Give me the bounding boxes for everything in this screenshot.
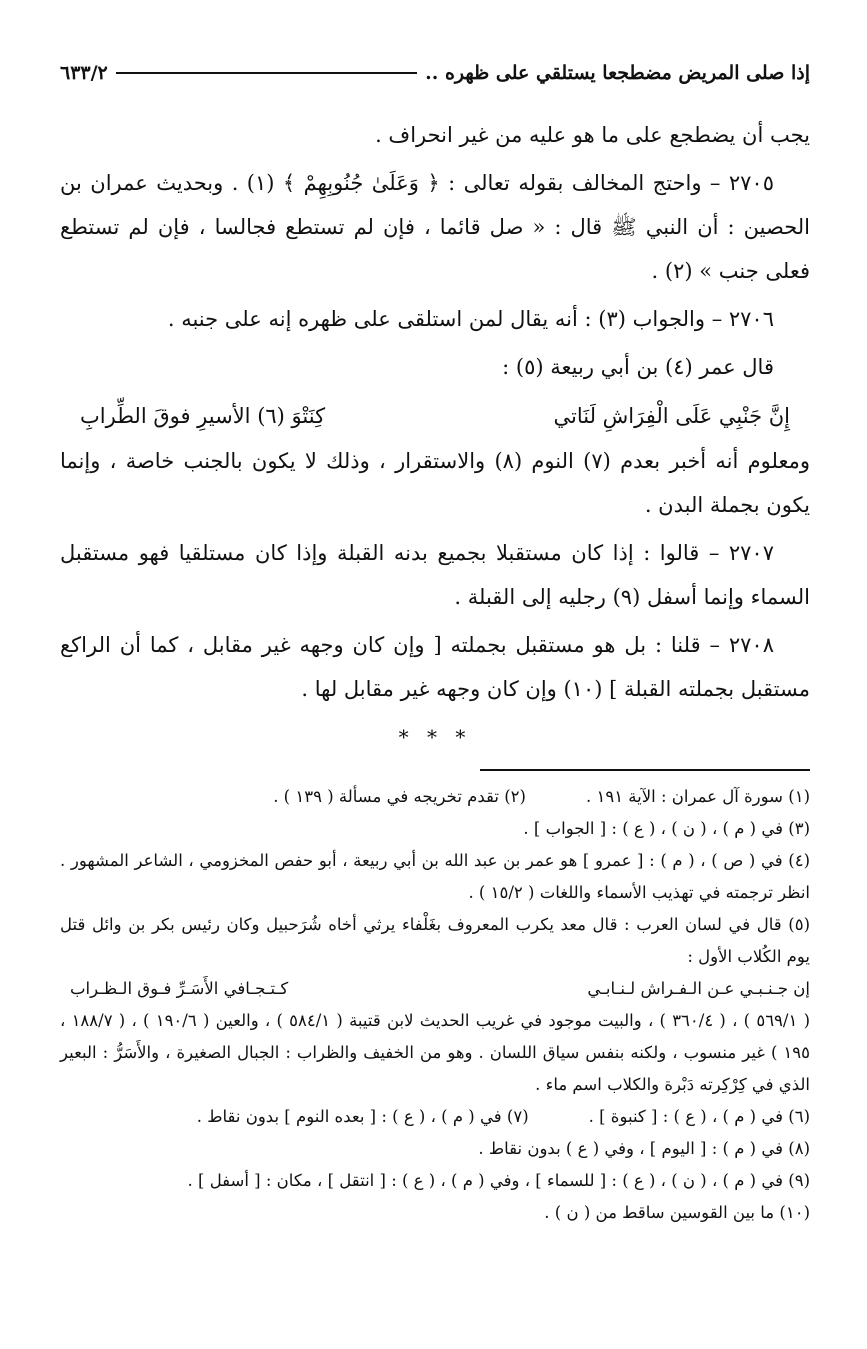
verse-first-hemistich: إِنَّ جَنْبِي عَلَى الْفِرَاشِ لَنَاتي (553, 404, 790, 428)
paragraph-2706: ٢٧٠٦ – والجواب (٣) : أنه يقال لمن استلقى على ظهره إنه على جنبه . (167, 307, 774, 331)
footnote-4: (٤) في ( ص ) ، ( م ) : [ عمرو ] هو عمر بن عبد الله بن أبي ربيعة ، أبو حفص المخزومي ، الشاعر المشهور . انظر ترجمته في تهذيب الأسماء واللغات ( ١٥/٢ ) . (60, 851, 810, 902)
footnote-7: (٧) في ( م ) ، ( ع ) : [ بعده النوم ] بدون نقاط . (196, 1107, 529, 1126)
footnote-1: (١) سورة آل عمران : الآية ١٩١ . (585, 787, 810, 806)
running-header (60, 55, 810, 91)
footnote-3: (٣) في ( م ) ، ( ن ) ، ( ع ) : [ الجواب ] . (523, 819, 810, 838)
footnote-5: (٥) قال في لسان العرب : قال معد يكرب المعروف بغَلْفاء يرثي أخاه شُرَحبيل وكان رئيس بكر بن وائل قتل يوم الكُلاب الأول : (60, 915, 810, 966)
header-title: إذا صلى المريض مضطجعا يستلقي على ظهره .. (425, 62, 810, 84)
footnotes (60, 781, 810, 1229)
footnote-6: (٦) في ( م ) ، ( ع ) : [ كنبوة ] . (588, 1107, 810, 1126)
page-number: ٦٣٣/٢ (60, 62, 108, 84)
header-rule (116, 72, 417, 74)
footnote-row (60, 781, 810, 813)
footnote-9: (٩) في ( م ) ، ( ن ) ، ( ع ) : [ للسماء ] ، وفي ( م ) ، ( ع ) : [ انتقل ] ، مكان : [ أسفل ] . (187, 1171, 810, 1190)
paragraph-2707: ٢٧٠٧ – قالوا : إذا كان مستقبلا بجميع بدنه القبلة وإذا كان مستلقيا فهو مستقبل السماء وإنما أسفل (٩) رجليه إلى القبلة . (60, 541, 810, 609)
poem-verse (60, 393, 810, 439)
paragraph: ومعلوم أنه أخبر بعدم (٧) النوم (٨) والاستقرار ، وذلك لا يكون بالجنب خاصة ، وإنما يكون بجملة البدن . (60, 449, 810, 517)
footnote-8: (٨) في ( م ) : [ اليوم ] ، وفي ( ع ) بدون نقاط . (478, 1139, 810, 1158)
paragraph-poet-intro: قال عمر (٤) بن أبي ربيعة (٥) : (502, 355, 774, 379)
paragraph: يجب أن يضطجع على ما هو عليه من غير انحراف . (375, 123, 810, 147)
footnote-2: (٢) تقدم تخريجه في مسألة ( ١٣٩ ) . (273, 787, 526, 806)
footnote-verse-first: إن جـنـبـي عـن الـفـراش لـنـابـي (587, 979, 810, 998)
main-text (60, 113, 810, 711)
section-separator: * * * (398, 725, 472, 749)
paragraph-2708: ٢٧٠٨ – قلنا : بل هو مستقبل بجملته [ وإن كان وجهه غير مقابل ، كما أن الراكع مستقبل بجملته القبلة ] (١٠) وإن كان وجهه غير مقابل لها . (60, 633, 810, 701)
verse-second-hemistich: كِنَتْوَ (٦) الأسيرِ فوقَ الطِّرابِ (80, 404, 326, 428)
footnote-5-continued: ( ٥٦٩/١ ) ، ( ٣٦٠/٤ ) ، والبيت موجود في غريب الحديث لابن قتيبة ( ٥٨٤/١ ) ، والعين ( ١٩٠/٦ ) ، ( ١٨٨/٧ ، ١٩٥ ) غير منسوب ، ولكنه بنفس سياق اللسان . وهو من الخفيف والظراب : الجبال الصغيرة ، والأَسَرُّ : البعير الذي في كِرْكِرته دَبْرة والكلاب اسم ماء . (60, 1011, 811, 1094)
footnote-rule (480, 769, 810, 771)
footnote-verse-second: كـتـجـافي الأَسَـرِّ فـوق الـظـراب (70, 979, 289, 998)
paragraph-2705: ٢٧٠٥ – واحتج المخالف بقوله تعالى : ﴿ وَعَلَىٰ جُنُوبِهِمْ ﴾ (١) . وبحديث عمران بن الحصين : أن النبي ﷺ قال : « صل قائما ، فإن لم تستطع فجالسا ، فإن لم تستطع فعلى جنب » (٢) . (60, 171, 810, 283)
footnote-10: (١٠) ما بين القوسين ساقط من ( ن ) . (544, 1203, 810, 1222)
footnote-verse (60, 973, 810, 1005)
book-page (60, 55, 810, 1229)
footnote-row (60, 1101, 810, 1133)
